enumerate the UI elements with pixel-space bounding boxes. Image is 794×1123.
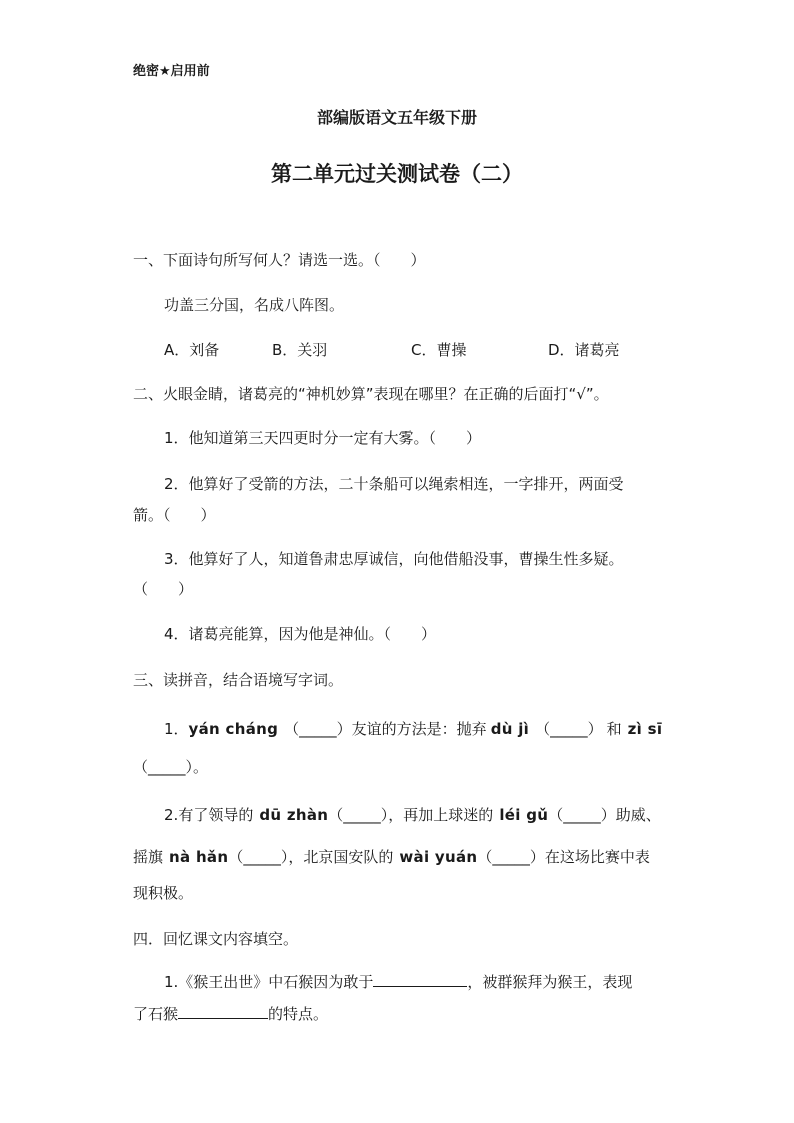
answer-blank[interactable]: （_____） [477,848,545,866]
q1-heading: 一、下面诗句所写何人？请选一选。（ ） [133,251,426,269]
q2-item-3-line1: 3．他算好了人，知道鲁肃忠厚诚信，向他借船没事，曹操生性多疑。 [164,550,624,568]
document-title: 第二单元过关测试卷（二） [271,162,523,186]
pinyin-na-han: nà hǎn [169,848,229,866]
pinyin-yan-chang: yán cháng [188,720,279,738]
q3-s2-text-2: 再加上球迷的 [403,806,494,824]
q2-item-2-line2: 箭。（ ） [133,506,216,524]
q1-option-c: C．曹操 [411,341,467,359]
answer-blank[interactable]: （_____）。 [133,758,209,776]
q3-s2-text-6: 在这场比赛中表 [544,848,650,866]
q1-option-d: D．诸葛亮 [548,341,620,359]
q3-s1-number: 1． [164,720,189,738]
q3-s2-text-4: 摇旗 [133,848,164,866]
pinyin-du-ji: dù jì [490,720,530,738]
answer-blank[interactable] [178,1004,268,1019]
q3-heading: 三、读拼音，结合语境写字词。 [133,671,344,689]
pinyin-lei-gu: léi gǔ [499,806,549,824]
q3-s1-text-2: 和 [606,720,622,738]
q4-text-4: 的特点。 [268,1005,329,1023]
q2-item-2-line1: 2．他算好了受箭的方法，二十条船可以绳索相连，一字排开，两面受 [164,475,624,493]
pinyin-zi-si: zì sī [627,720,663,738]
q4-text-3: 了石猴 [133,1005,179,1023]
q3-s2-text-3: 助威、 [615,806,661,824]
q4-item-1-line2 [133,1004,328,1024]
answer-blank[interactable]: （_____） [535,720,603,738]
q3-sentence-2 [164,805,661,825]
pinyin-du-zhan: dū zhàn [259,806,329,824]
q2-item-3-line2: （ ） [133,580,194,598]
answer-blank[interactable]: （_____）， [328,806,404,824]
q2-heading: 二、火眼金睛，诸葛亮的“神机妙算”表现在哪里？在正确的后面打“√”。 [133,385,609,403]
pinyin-wai-yuan: wài yuán [399,848,478,866]
q4-text-1: 1.《猴王出世》中石猴因为敢于 [164,973,374,991]
answer-blank[interactable]: （_____） [284,720,352,738]
q1-option-b: B．关羽 [272,341,328,359]
q1-option-a: A．刘备 [164,341,220,359]
q3-s2-number: 2. [164,806,179,824]
q3-sentence-1 [164,719,662,739]
q3-s1-text-1: 友谊的方法是：抛弃 [351,720,487,738]
q2-item-1: 1．他知道第三天四更时分一定有大雾。（ ） [164,429,482,447]
q3-s2-text-5: 北京国安队的 [303,848,394,866]
answer-blank[interactable]: （_____）， [228,848,304,866]
q1-poem: 功盖三分国，名成八阵图。 [164,296,345,314]
q3-sentence-2-line3: 现积极。 [133,884,194,902]
confidential-label: 绝密★启用前 [133,64,210,79]
answer-blank[interactable] [373,972,467,987]
q4-text-2: ，被群猴拜为猴王，表现 [467,973,633,991]
q2-item-4: 4．诸葛亮能算，因为他是神仙。（ ） [164,625,437,643]
document-subtitle: 部编版语文五年级下册 [316,108,477,127]
q4-item-1-line1 [164,972,632,992]
q3-sentence-2-line2 [133,847,650,867]
answer-blank[interactable]: （_____） [548,806,616,824]
q4-heading: 四．回忆课文内容填空。 [133,930,299,948]
q3-sentence-1-line2 [133,757,208,777]
q3-s2-text-1: 有了领导的 [178,806,254,824]
